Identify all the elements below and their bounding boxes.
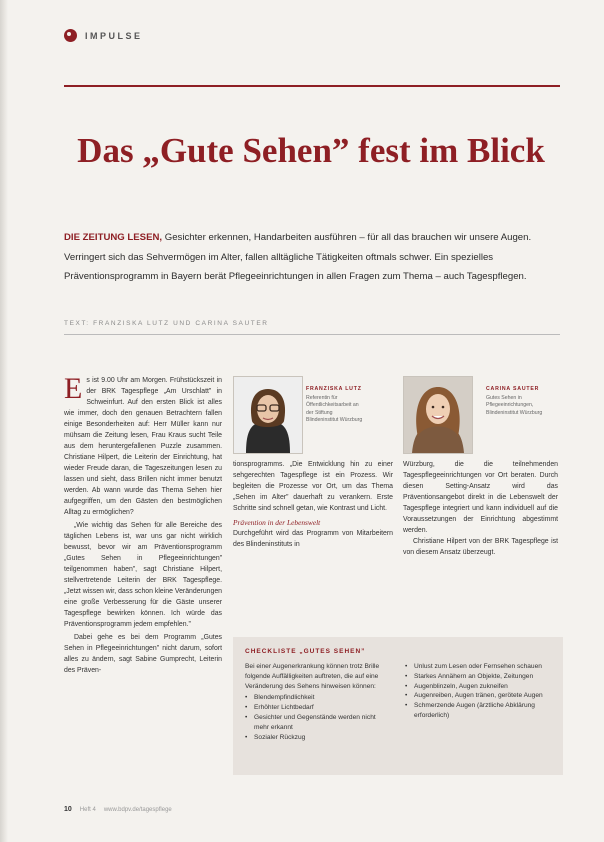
checklist-item: • Gesichter und Gegenstände werden nicht mehr erkannt <box>245 713 389 733</box>
checklist-title: CHECKLISTE „GUTES SEHEN” <box>245 648 366 655</box>
publication-url: www.bdpv.de/tagespflege <box>103 807 172 813</box>
drop-cap: E <box>64 372 83 405</box>
col1-paragraph-1: s ist 9.00 Uhr am Morgen. Frühstückszeit in der BRK Tagespflege „Am Urschlatt” in Schweinfurt. Auf den ersten Blick ist alles wie immer, doch den genauen Betrachtern fallen einige Besonderheiten auf: Herr Müller kann nur mühsam die Zeitung lesen, Frau Kraus sucht Teile aus dem heruntergefallenen Puzzle zusammen. Christiane Hilpert, die Leiterin der Einrichtung, hat wieder Freude daran, die Tageszeitungen lesen zu lassen und sieht, dass Brillen nicht immer benutzt werden. Ab wann wurde das Thema Sehen hier aufgegriffen, um den Gästen den bestmöglichen Alltag zu ermöglichen? <box>64 377 222 516</box>
article-column-2 <box>233 459 393 550</box>
col3-paragraph-2: Christiane Hilpert von der BRK Tagespflege ist von diesem Ansatz überzeugt. <box>403 538 558 556</box>
byline: TEXT: FRANZISKA LUTZ UND CARINA SAUTER <box>64 320 269 327</box>
intro-paragraph <box>64 228 560 287</box>
checklist-item: • Schmerzende Augen (ärztliche Abklärung erforderlich) <box>405 701 555 721</box>
author-name-1: FRANZISKA LUTZ <box>306 386 362 392</box>
intro-text: Gesichter erkennen, Handarbeiten ausführen – für all das brauchen wir unsere Augen. Verringert sich das Sehvermögen im Alter, fallen alltägliche Tätigkeiten oftmals schwer. Ein spezielles Präventionsprogramm in Bayern berät Pflegeeinrichtungen in allen Fragen zum Thema – auch Tagespflegen. <box>64 232 532 282</box>
checklist-right-list <box>405 662 555 721</box>
issue-label: Heft 4 <box>79 807 96 813</box>
page-number: 10 <box>64 806 72 813</box>
checklist-item: • Erhöhter Lichtbedarf <box>245 703 389 713</box>
checklist-item: • Blendempfindlichkeit <box>245 693 389 703</box>
section-bullet-icon <box>64 29 77 42</box>
col2-paragraph-2: Durchgeführt wird das Programm von Mitarbeitern des Blindeninstituts in <box>233 530 393 548</box>
col2-paragraph-1: tionsprogramms. „Die Entwicklung hin zu einer sehgerechten Tagespflege ist ein Prozess. Wir begleiten die Prozesse vor Ort, um das Thema „Sehen im Alter” dauerhaft zu verankern. Erste Schritte sind schnell getan, wie Kontrast und Licht. <box>233 461 393 512</box>
author-photo-franziska-lutz <box>233 376 303 454</box>
col3-paragraph-1: Würzburg, die die teilnehmenden Tagespflegeeinrichtungen vor Ort beraten. Durch diesen Setting-Ansatz wird das Präventionsangebot direkt in die Lebenswelt der Tagespflege integriert und kann individuell auf die Voraussetzungen der Einrichtung abgestimmt werden. <box>403 461 558 534</box>
checklist-item: • Augenreiben, Augen tränen, gerötete Augen <box>405 691 555 701</box>
author-photo-carina-sauter <box>403 376 473 454</box>
author-caption-1 <box>306 386 366 424</box>
checklist-left-list <box>245 693 389 742</box>
portrait-image <box>404 377 472 453</box>
article-column-3 <box>403 459 558 558</box>
checklist-left-column <box>245 662 389 742</box>
author-name-2: CARINA SAUTER <box>486 386 540 392</box>
author-caption-2 <box>486 386 546 417</box>
checklist-item: • Augenblinzeln, Augen zukneifen <box>405 682 555 692</box>
author-role-2: Gutes Sehen in Pflegeeinrichtungen, Blindeninstitut Würzburg <box>486 395 543 416</box>
section-label: IMPULSE <box>85 30 143 41</box>
subheading: Prävention in der Lebenswelt <box>233 518 321 527</box>
page-footer <box>64 806 172 813</box>
header-rule <box>64 85 560 87</box>
checklist-box <box>233 637 563 775</box>
col1-paragraph-3: Dabei gehe es bei dem Programm „Gutes Sehen in Pflegeeinrichtungen” nicht darum, sofort alles zu ändern, sagt Sabine Gumprecht, Leiterin des Präven- <box>64 634 222 674</box>
checklist-item: • Unlust zum Lesen oder Fernsehen schauen <box>405 662 555 672</box>
portrait-image <box>234 377 302 453</box>
col1-paragraph-2: „Wie wichtig das Sehen für alle Bereiche des täglichen Lebens ist, war uns gar nicht wirklich bewusst, bevor wir am Präventionsprogramm „Gutes Sehen in Pflegeeinrichtungen” teilgenommen haben”, sagt Christiane Hilpert, stellvertretende Leiterin der BRK Tagespflege. „Jetzt wissen wir, dass schon kleine Veränderungen eine große Verbesserung für die Gäste unserer Tagespflege bewirken können. Ich würde das Präventionsprogramm jedem empfehlen.” <box>64 522 222 628</box>
checklist-intro: Bei einer Augenerkrankung können trotz Brille folgende Auffälligkeiten auftreten, die auf eine Veränderung des Sehens hinweisen können: <box>245 663 380 690</box>
checklist-right-column <box>405 662 555 721</box>
checklist-item: • Starkes Annähern an Objekte, Zeitungen <box>405 672 555 682</box>
intro-kicker: DIE ZEITUNG LESEN, <box>64 232 163 243</box>
byline-rule <box>64 334 560 335</box>
section-header <box>64 29 143 42</box>
headline: Das „Gute Sehen” fest im Blick <box>77 131 545 171</box>
checklist-item: • Sozialer Rückzug <box>245 733 389 743</box>
article-column-1 <box>64 372 222 676</box>
author-role-1: Referentin für Öffentlichkeitsarbeit an der Stiftung Blindeninstitut Würzburg <box>306 395 363 423</box>
